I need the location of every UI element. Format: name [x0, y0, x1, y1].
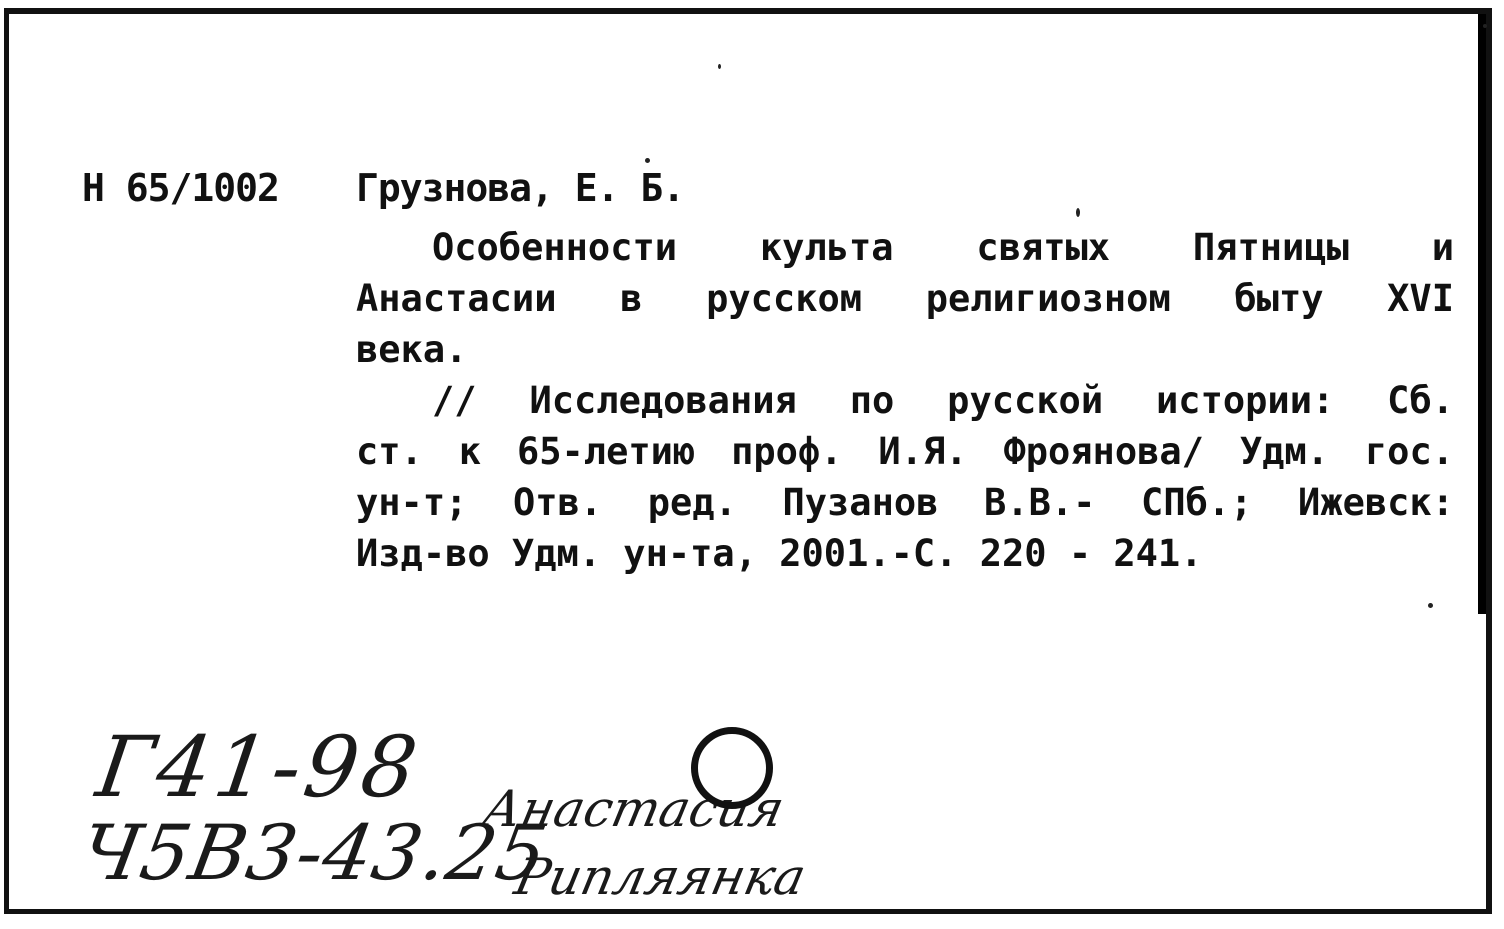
handwritten-shelf-mark: Г41-98 — [91, 718, 427, 816]
scan-speck — [645, 158, 650, 163]
handwritten-subject-2: Рипляянка — [509, 848, 811, 906]
call-number: Н 65/1002 — [82, 166, 279, 210]
handwritten-classification: Ч5В3-43.25 — [74, 808, 555, 897]
scan-speck — [1483, 24, 1487, 28]
title-line-2: Анастасии в русском религиозном быту XVI — [356, 277, 1454, 320]
scan-speck — [718, 64, 721, 69]
author-name: Грузнова, Е. Б. — [356, 166, 685, 210]
scan-speck — [1428, 603, 1433, 608]
title-line-3: века. — [356, 328, 468, 371]
source-line-3: ун-т; Отв. ред. Пузанов В.В.- СПб.; Ижевск: — [356, 481, 1454, 524]
source-line-2: ст. к 65-летию проф. И.Я. Фроянова/ Удм. гос. — [356, 430, 1454, 473]
title-line-1: Особенности культа святых Пятницы и — [432, 226, 1454, 269]
circle-stamp-mark — [691, 727, 773, 809]
card-edge-shadow — [1478, 14, 1486, 614]
scan-speck — [1076, 208, 1080, 217]
bibliographic-description — [356, 222, 1456, 579]
source-line-4: Изд-во Удм. ун-та, 2001.-С. 220 - 241. — [356, 532, 1203, 575]
handwritten-subject-1: Анастасия — [477, 780, 790, 838]
source-line-1: // Исследования по русской истории: Сб. — [432, 379, 1454, 422]
